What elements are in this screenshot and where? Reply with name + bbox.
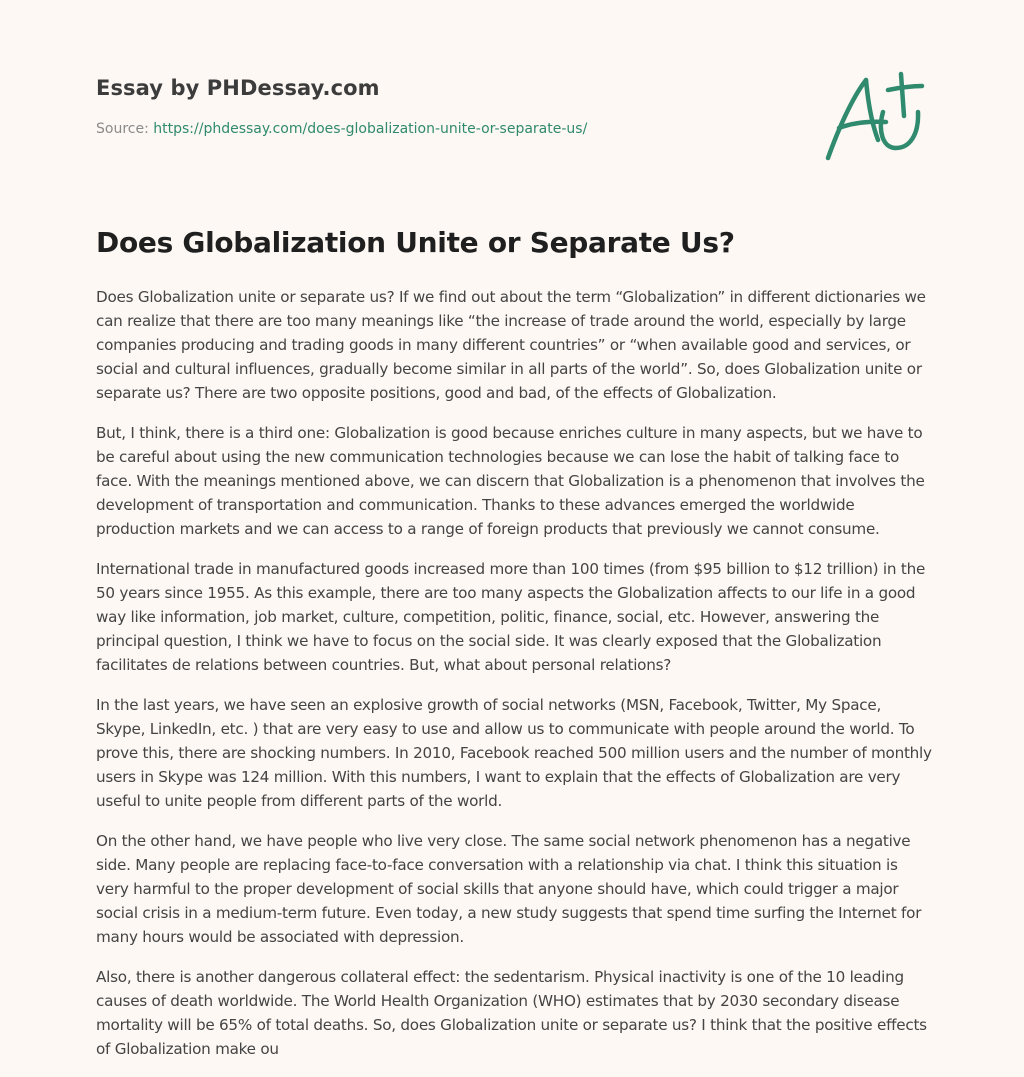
source-link[interactable]: https://phdessay.com/does-globalization-unite-or-separate-us/ xyxy=(153,121,588,137)
essay-paragraph: Does Globalization unite or separate us? If we find out about the term “Globalization” in different dictionaries we can realize that there are too many meanings like “the increase of trade around the world, especially by large companies producing and trading goods in many different countries” or “when available good and services, or social and cultural influences, gradually become similar in all parts of the world”. So, does Globalization unite or separate us? There are two opposite positions, good and bad, of the effects of Globalization. xyxy=(96,288,926,402)
page-header xyxy=(96,76,796,137)
essay-body xyxy=(96,285,934,1077)
essay-paragraph: International trade in manufactured goods increased more than 100 times (from $95 billion to $12 trillion) in the 50 years since 1955. As this example, there are too many aspects the Globalization affects to our life in a good way like information, job market, culture, competition, politic, finance, social, etc. However, answering the principal question, I think we have to focus on the social side. It was clearly exposed that the Globalization facilitates de relations between countries. But, what about personal relations? xyxy=(96,560,926,674)
essay-paragraph: But, I think, there is a third one: Globalization is good because enriches culture in many aspects, but we have to be careful about using the new communication technologies because we can lose the habit of talking face to face. With the meanings mentioned above, we can discern that Globalization is a phenomenon that involves the development of transportation and communication. Thanks to these advances emerged the worldwide production markets and we can access to a range of foreign products that previously we cannot consume. xyxy=(96,424,925,538)
site-title: Essay by PHDessay.com xyxy=(96,76,380,100)
essay-paragraph: On the other hand, we have people who live very close. The same social network phenomenon has a negative side. Many people are replacing face-to-face conversation with a relationship via chat. I think this situation is very harmful to the proper development of social skills that anyone should have, which could trigger a major social crisis in a medium-term future. Even today, a new study suggests that spend time surfing the Internet for many hours would be associated with depression. xyxy=(96,832,922,946)
source-label: Source: xyxy=(96,121,149,137)
essay-paragraph: In the last years, we have seen an explosive growth of social networks (MSN, Facebook, Twitter, My Space, Skype, LinkedIn, etc. ) that are very easy to use and allow us to communicate with people around the world. To prove this, there are shocking numbers. In 2010, Facebook reached 500 million users and the number of monthly users in Skype was 124 million. With this numbers, I want to explain that the effects of Globalization are very useful to unite people from different parts of the world. xyxy=(96,696,932,810)
a-plus-logo-icon xyxy=(822,68,926,164)
essay-title: Does Globalization Unite or Separate Us? xyxy=(96,226,735,259)
source-line xyxy=(96,121,796,137)
essay-paragraph: Also, there is another dangerous collateral effect: the sedentarism. Physical inactivity is one of the 10 leading causes of death worldwide. The World Health Organization (WHO) estimates that by 2030 secondary disease mortality will be 65% of total deaths. So, does Globalization unite or separate us? I think that the positive effects of Globalization make ou xyxy=(96,968,927,1058)
